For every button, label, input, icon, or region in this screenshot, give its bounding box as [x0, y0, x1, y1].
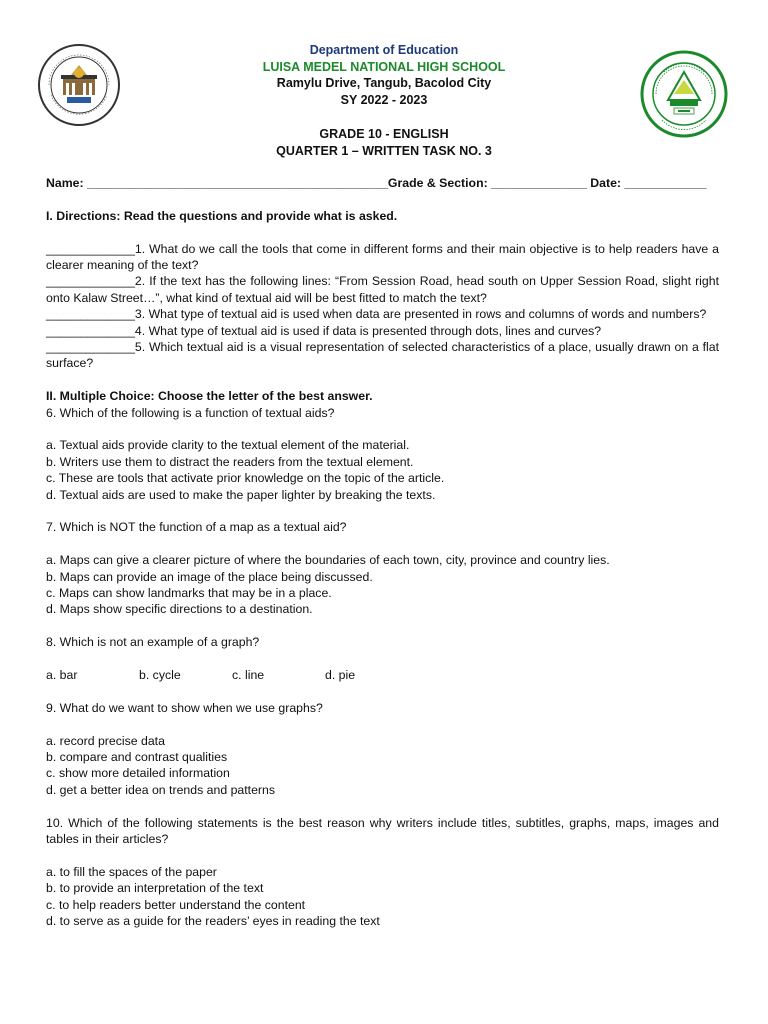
q7-option-a[interactable]: a. Maps can give a clearer picture of where the boundaries of each town, city, province and country lies.: [46, 553, 610, 568]
q8-option-a[interactable]: a. bar: [46, 668, 78, 683]
question-8: 8. Which is not an example of a graph?: [46, 635, 260, 650]
q6-option-d[interactable]: d. Textual aids are used to make the paper lighter by breaking the texts.: [46, 487, 436, 502]
question-7: 7. Which is NOT the function of a map as a textual aid?: [46, 520, 347, 535]
q9-option-c[interactable]: c. show more detailed information: [46, 766, 230, 781]
q7-option-b[interactable]: b. Maps can provide an image of the place being discussed.: [46, 569, 373, 584]
q10-option-d[interactable]: d. to serve as a guide for the readers’ eyes in reading the text: [46, 914, 380, 929]
school-address: Ramylu Drive, Tangub, Bacolod City: [276, 76, 492, 90]
q8-option-d[interactable]: d. pie: [325, 668, 356, 683]
q6-option-c[interactable]: c. These are tools that activate prior knowledge on the topic of the article.: [46, 471, 445, 486]
q7-option-d[interactable]: d. Maps show specific directions to a destination.: [46, 602, 313, 617]
part1-item-1[interactable]: _____________1. What do we call the tools that come in different forms and their main objective is to help readers have a clearer meaning of the text?: [46, 241, 719, 272]
task-title: QUARTER 1 – WRITTEN TASK NO. 3: [276, 143, 492, 158]
q7-option-c[interactable]: c. Maps can show landmarks that may be in a place.: [46, 586, 332, 601]
part1-item-3[interactable]: _____________3. What type of textual aid is used when data are presented in rows and columns of words and numbers?: [46, 307, 707, 322]
part1-heading: I. Directions: Read the questions and provide what is asked.: [46, 208, 398, 223]
name-grade-date-line[interactable]: Name: ____________________________________________Grade & Section: ______________ Date: ____________: [46, 176, 707, 190]
q10-option-b[interactable]: b. to provide an interpretation of the text: [46, 881, 264, 896]
q9-option-b[interactable]: b. compare and contrast qualities: [46, 750, 228, 765]
q9-option-a[interactable]: a. record precise data: [46, 733, 165, 748]
school-year: SY 2022 - 2023: [340, 92, 428, 107]
q8-options-row: [46, 667, 719, 683]
q10-option-c[interactable]: c. to help readers better understand the content: [46, 897, 306, 912]
question-10: 10. Which of the following statements is the best reason why writers include titles, subtitles, graphs, maps, images and tables in their articles?: [46, 815, 719, 847]
part1-item-2[interactable]: _____________2. If the text has the following lines: “From Session Road, head south on Upper Session Road, slight right onto Kalaw Street…”, what kind of textual aid will be best fitted to match the text?: [46, 274, 719, 305]
department-name: Department of Education: [309, 43, 459, 57]
part1-item-5[interactable]: _____________5. Which textual aid is a visual representation of selected characteristics of a place, usually drawn on a flat surface?: [46, 340, 719, 371]
worksheet-title: [120, 126, 648, 159]
question-9: 9. What do we want to show when we use graphs?: [46, 700, 323, 715]
grade-subject: GRADE 10 - ENGLISH: [319, 127, 449, 141]
q6-option-b[interactable]: b. Writers use them to distract the readers from the textual element.: [46, 454, 414, 469]
part1-item-4[interactable]: _____________4. What type of textual aid is used if data is presented through dots, lines and curves?: [46, 323, 602, 338]
school-seal-logo: [640, 50, 728, 138]
school-name: LUISA MEDEL NATIONAL HIGH SCHOOL: [262, 59, 506, 74]
worksheet-body: [46, 175, 719, 930]
deped-seal-logo: [37, 43, 121, 127]
q8-option-b[interactable]: b. cycle: [139, 668, 181, 683]
question-6: 6. Which of the following is a function of textual aids?: [46, 405, 335, 420]
document-header: [120, 42, 648, 108]
q8-option-c[interactable]: c. line: [232, 668, 265, 683]
q10-option-a[interactable]: a. to fill the spaces of the paper: [46, 864, 217, 879]
part2-heading: II. Multiple Choice: Choose the letter of the best answer.: [46, 389, 373, 404]
q6-option-a[interactable]: a. Textual aids provide clarity to the textual element of the material.: [46, 438, 410, 453]
q9-option-d[interactable]: d. get a better idea on trends and patterns: [46, 782, 276, 797]
